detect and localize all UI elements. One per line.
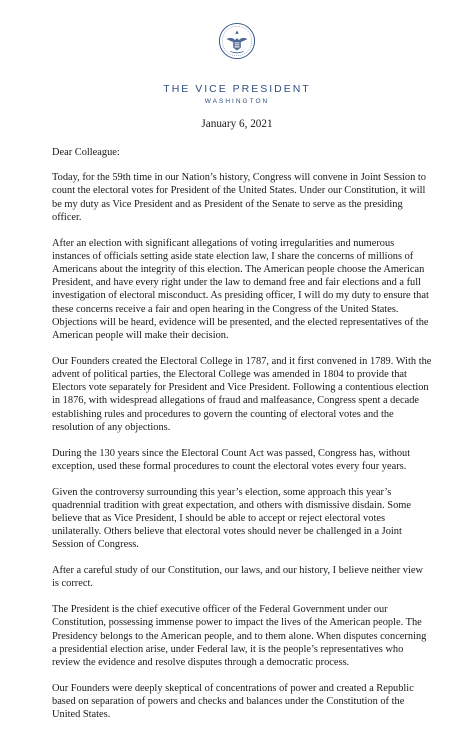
office-city: WASHINGTON xyxy=(204,98,270,105)
paragraph: After an election with significant allegations of voting irregularities and numerous instances of officials setting aside state election law, I share the concerns of millions of Americans about the integrity of this election. The American people choose the American President, and have every right under the law to demand free and fair elections and a full investigation of electoral misconduct. As presiding officer, I will do my duty to ensure that these concerns receive a fair and open hearing in the Congress of the United States. Objections will be heard, evidence will be presented, and the elected representatives of the American people will make their decision. xyxy=(52,237,429,342)
paragraph: During the 130 years since the Electoral Count Act was passed, Congress has, without exception, used these formal procedures to count the electoral votes every four years. xyxy=(52,447,411,472)
vice-presidential-seal-icon xyxy=(218,22,256,60)
paragraph: The President is the chief executive officer of the Federal Government under our Constitution, possessing immense power to impact the lives of the American people. The Presidency belongs to the American people, and to them alone. When disputes concerning a presidential election arise, under Federal law, it is the people’s representatives who review the evidence and resolve disputes through a democratic process. xyxy=(52,604,427,669)
paragraph: After a careful study of our Constitution, our laws, and our history, I believe neither view is correct. xyxy=(52,565,423,590)
paragraph: Our Founders were deeply skeptical of concentrations of power and created a Republic based on separation of powers and checks and balances under the Constitution of the United States. xyxy=(52,682,414,721)
salutation: Dear Colleague: xyxy=(52,147,120,158)
paragraph: Our Founders created the Electoral College in 1787, and it first convened in 1789. With the advent of political parties, the Electoral College was amended in 1804 to provide that Electors vote separately for President and Vice President. Following a contentious election in 1876, with widespread allegations of fraud and malfeasance, Congress spent a decade establishing rules and procedures to govern the counting of electoral votes and the resolution of any objections. xyxy=(52,355,432,433)
paragraph: Today, for the 59th time in our Nation’s history, Congress will convene in Joint Session to count the electoral votes for President of the United States. Under our Constitution, it will be my duty as Vice President and as President of the Senate to serve as the presiding officer. xyxy=(52,172,426,223)
office-title: THE VICE PRESIDENT xyxy=(163,83,311,95)
paragraph: Given the controversy surrounding this year’s election, some approach this year’s quadrennial tradition with great expectation, and others with dismissive disdain. Some believe that as Vice President, I should be able to accept or reject electoral votes unilaterally. Others believe that electoral votes should never be challenged in a Joint Session of Congress. xyxy=(52,486,411,551)
letter-date: January 6, 2021 xyxy=(201,118,273,130)
letter-body xyxy=(52,146,432,734)
